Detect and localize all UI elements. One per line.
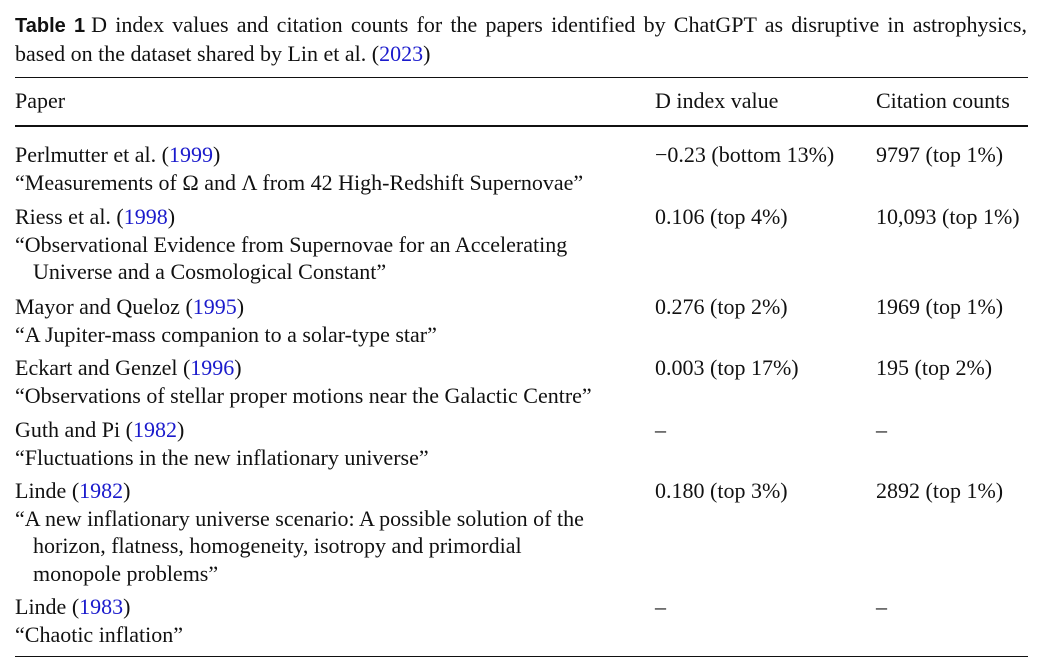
paper-year-link[interactable]: 1983 <box>79 594 124 619</box>
d-index-value: 0.180 (top 3%) <box>655 478 788 503</box>
citation-count: – <box>876 594 887 619</box>
paper-citation <box>15 416 645 444</box>
table-caption <box>15 11 1027 67</box>
d-index-value: 0.106 (top 4%) <box>655 204 788 229</box>
paper-title: “Measurements of Ω and Λ from 42 High-Redshift Supernovae” <box>15 169 584 195</box>
paper-cell <box>15 203 615 286</box>
header-citations: Citation counts <box>876 88 1010 113</box>
citation-count: 10,093 (top 1%) <box>876 204 1020 229</box>
paper-cell <box>15 293 645 348</box>
d-index-value: 0.276 (top 2%) <box>655 294 788 319</box>
paper-title: “A new inflationary universe scenario: A possible solution of the horizon, flatness, homogeneity, isotropy and primordial monopole problems” <box>15 505 584 586</box>
table-header-rule <box>15 125 1028 127</box>
table-label: Table 1 <box>15 15 86 37</box>
header-d-index: D index value <box>655 88 779 113</box>
paper-citation <box>15 293 645 321</box>
paper-citation <box>15 354 645 382</box>
citation-count: 2892 (top 1%) <box>876 478 1004 503</box>
d-index-value: −0.23 (bottom 13%) <box>655 142 835 167</box>
paper-citation <box>15 203 615 231</box>
caption-text: D index values and citation counts for the papers identified by ChatGPT as disruptive in astrophysics, based on the dataset shared by Lin et al. ( <box>15 12 1027 66</box>
paper-citation-close: ) <box>123 594 131 619</box>
paper-citation-close: ) <box>167 204 176 229</box>
caption-text-end: ) <box>423 41 431 66</box>
table-bottom-rule <box>15 656 1028 657</box>
paper-citation <box>15 477 607 505</box>
paper-authors: Linde ( <box>15 594 80 619</box>
paper-citation <box>15 593 645 621</box>
paper-year-link[interactable]: 1995 <box>192 294 237 319</box>
paper-cell <box>15 416 645 471</box>
paper-year-link[interactable]: 1998 <box>123 204 168 229</box>
paper-title: “Chaotic inflation” <box>15 621 183 647</box>
paper-authors: Guth and Pi ( <box>15 417 133 442</box>
paper-title: “Observations of stellar proper motions near the Galactic Centre” <box>15 382 592 408</box>
caption-reference-link[interactable]: 2023 <box>379 41 424 66</box>
citation-count: 9797 (top 1%) <box>876 142 1004 167</box>
paper-authors: Linde ( <box>15 478 80 503</box>
table-top-rule <box>15 77 1028 78</box>
paper-citation-close: ) <box>212 142 221 167</box>
paper-cell <box>15 593 645 648</box>
header-paper: Paper <box>15 88 66 113</box>
citation-count: 1969 (top 1%) <box>876 294 1004 319</box>
table-header-row <box>0 87 1050 117</box>
paper-citation-close: ) <box>123 478 131 503</box>
d-index-value: 0.003 (top 17%) <box>655 355 799 380</box>
paper-year-link[interactable]: 1999 <box>168 142 213 167</box>
d-index-value: – <box>655 417 666 442</box>
d-index-value: – <box>655 594 666 619</box>
paper-cell <box>15 354 645 409</box>
paper-citation-close: ) <box>236 294 245 319</box>
paper-title: “Fluctuations in the new inflationary universe” <box>15 444 429 470</box>
paper-year-link[interactable]: 1996 <box>190 355 235 380</box>
paper-title: “Observational Evidence from Supernovae for an Accelerating Universe and a Cosmological Constant” <box>15 231 568 284</box>
paper-cell <box>15 477 607 587</box>
paper-authors: Mayor and Queloz ( <box>15 294 193 319</box>
paper-citation-close: ) <box>234 355 242 380</box>
citation-count: 195 (top 2%) <box>876 355 993 380</box>
paper-citation-close: ) <box>176 417 185 442</box>
paper-cell <box>15 141 645 196</box>
paper-authors: Perlmutter et al. ( <box>15 142 169 167</box>
paper-year-link[interactable]: 1982 <box>132 417 177 442</box>
paper-citation <box>15 141 645 169</box>
paper-authors: Eckart and Genzel ( <box>15 355 191 380</box>
paper-authors: Riess et al. ( <box>15 204 124 229</box>
citation-count: – <box>876 417 887 442</box>
paper-year-link[interactable]: 1982 <box>79 478 124 503</box>
paper-title: “A Jupiter-mass companion to a solar-type star” <box>15 321 437 347</box>
